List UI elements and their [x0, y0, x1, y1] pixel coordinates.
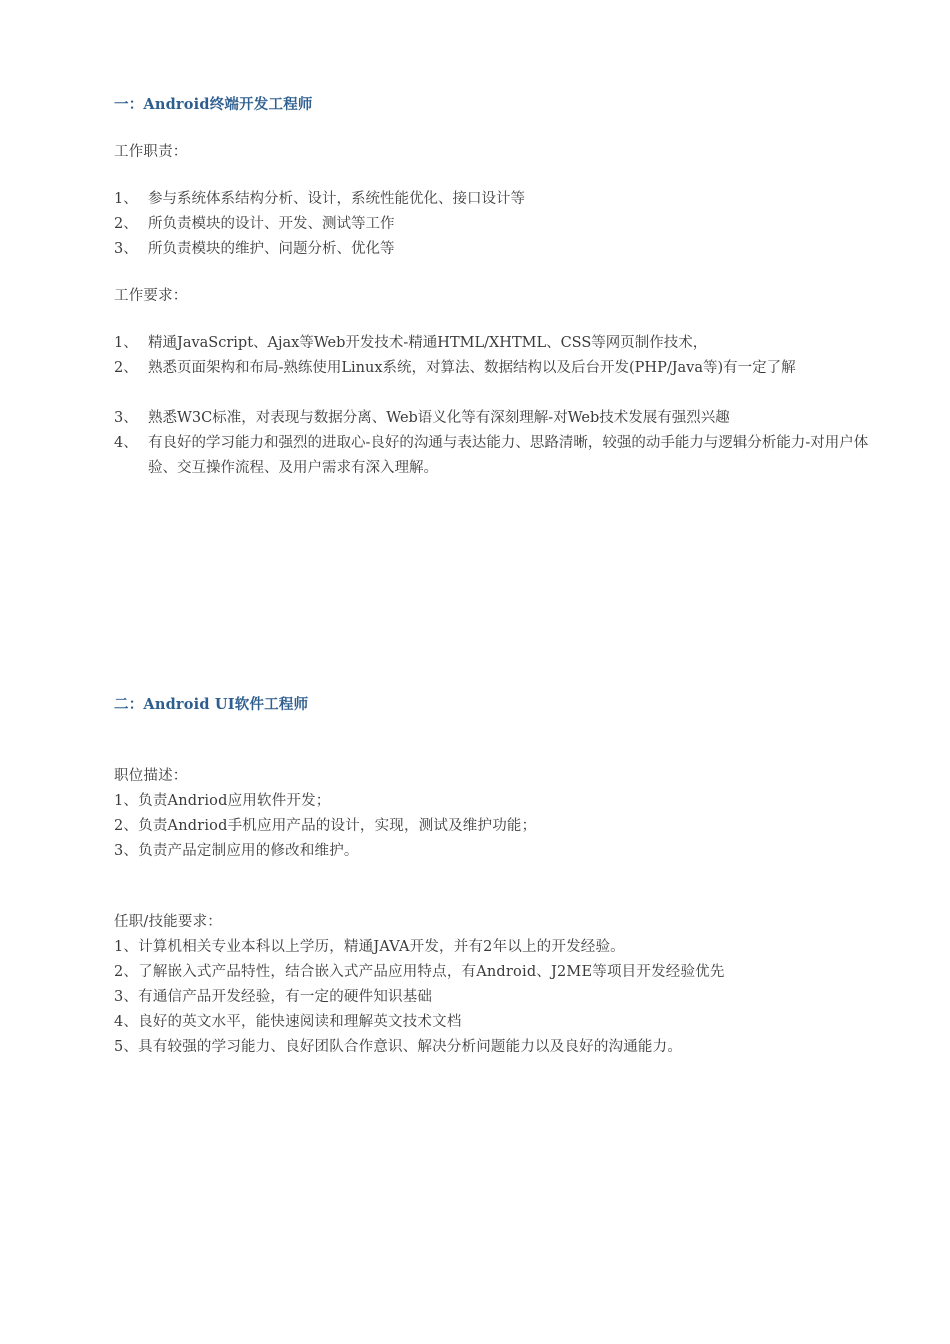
duty-text: 所负责模块的维护、问题分析、优化等: [148, 241, 395, 257]
skill-item: 4、良好的英文水平，能快速阅读和理解英文技术文档: [114, 1014, 462, 1030]
skill-item: 3、有通信产品开发经验，有一定的硬件知识基础: [114, 989, 433, 1005]
requirement-text: 熟悉W3C标准，对表现与数据分离、Web语义化等有深刻理解-对Web技术发展有强烈兴趣: [148, 410, 730, 426]
skill-item: 5、具有较强的学习能力、良好团队合作意识、解决分析问题能力以及良好的沟通能力。: [114, 1039, 683, 1055]
duty-text: 参与系统体系结构分析、设计，系统性能优化、接口设计等: [148, 191, 525, 207]
requirements-label: 工作要求：: [114, 288, 188, 304]
requirement-text: 熟悉页面架构和布局-熟练使用Linux系统，对算法、数据结构以及后台开发(PHP/Java等)有一定了解: [148, 360, 796, 376]
duty-item: [114, 187, 874, 212]
requirement-number: 4、: [114, 435, 138, 451]
requirement-text: 有良好的学习能力和强烈的进取心-良好的沟通与表达能力、思路清晰，较强的动手能力与逻辑分析能力-对用户体验、交互操作流程、及用户需求有深入理解。: [148, 435, 869, 476]
description-label: 职位描述：: [114, 768, 188, 784]
requirement-item: [114, 356, 874, 381]
duty-number: 1、: [114, 191, 138, 207]
skill-item: 1、计算机相关专业本科以上学历，精通JAVA开发，并有2年以上的开发经验。: [114, 939, 625, 955]
skill-item: 2、了解嵌入式产品特性，结合嵌入式产品应用特点，有Android、J2ME等项目开发经验优先: [114, 964, 725, 980]
section1-title: 一：Android终端开发工程师: [114, 96, 313, 113]
duties-label: 工作职责：: [114, 144, 188, 160]
requirement-item: [114, 331, 874, 356]
duty-item: [114, 237, 874, 262]
description-item: 2、负责Andriod手机应用产品的设计，实现，测试及维护功能；: [114, 818, 537, 834]
requirement-number: 3、: [114, 410, 138, 426]
requirement-text: 精通JavaScript、Ajax等Web开发技术-精通HTML/XHTML、CSS等网页制作技术，: [148, 335, 708, 351]
requirement-number: 1、: [114, 335, 138, 351]
description-item: 1、负责Andriod应用软件开发；: [114, 793, 331, 809]
skills-label: 任职/技能要求：: [114, 914, 222, 930]
description-item: 3、负责产品定制应用的修改和维护。: [114, 843, 359, 859]
section2-title: 二：Android UI软件工程师: [114, 696, 309, 713]
requirement-item: [114, 406, 874, 431]
duty-item: [114, 212, 874, 237]
duty-text: 所负责模块的设计、开发、测试等工作: [148, 216, 395, 232]
duty-number: 3、: [114, 241, 138, 257]
duty-number: 2、: [114, 216, 138, 232]
requirement-item: [114, 431, 874, 481]
requirement-number: 2、: [114, 360, 138, 376]
